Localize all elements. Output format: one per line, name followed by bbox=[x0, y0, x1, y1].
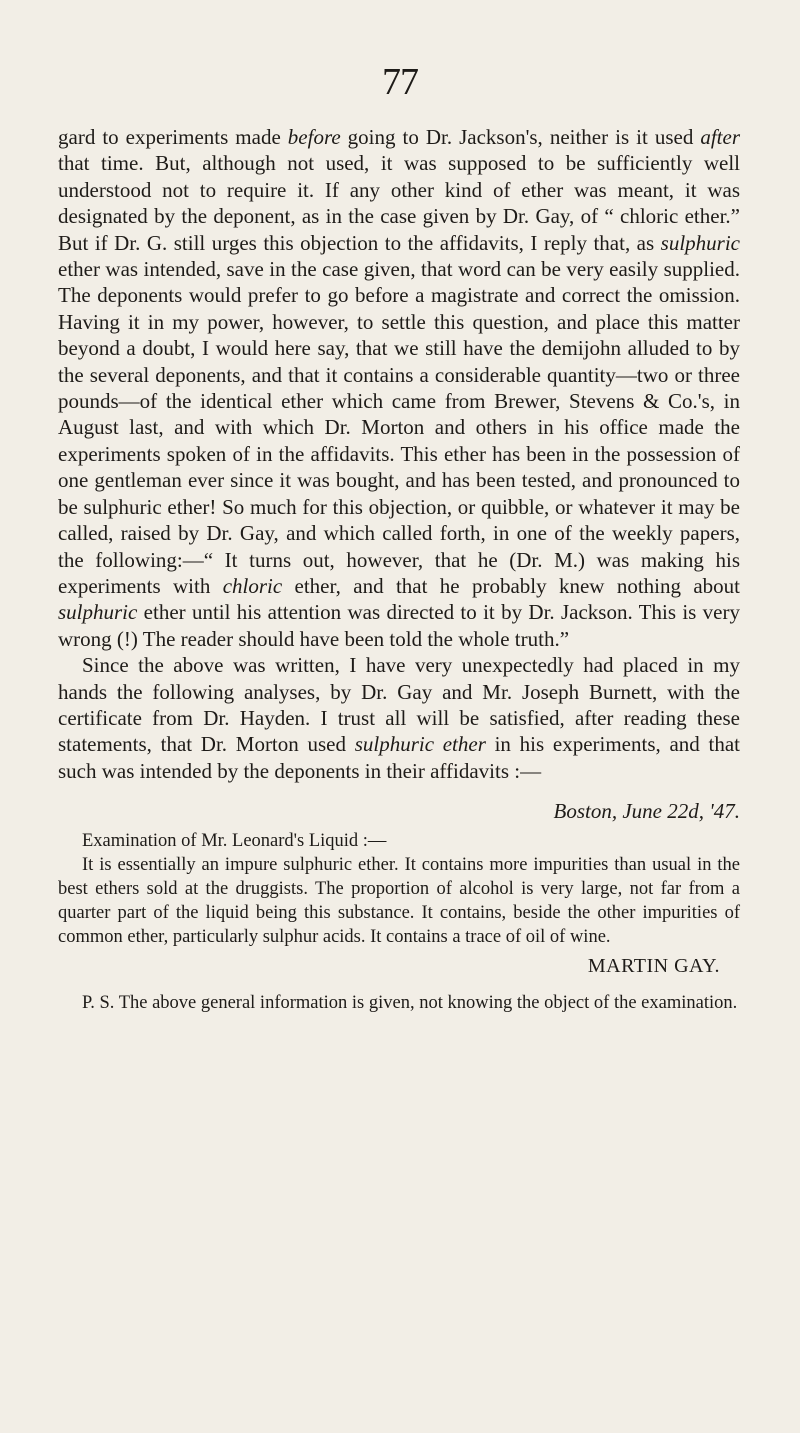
report-text: It is essentially an impure sulphuric ether. It contains more impurities than usual in the best ethers sold at the druggists. The proportion of alcohol is very large, not far from a quarter part of the liquid being this substance. It contains, beside the other impurities of common ether, particularly sulphur acids. It contains a trace of oil of wine. bbox=[58, 854, 740, 947]
paragraph-continuation: gard to experiments made before going to Dr. Jackson's, neither is it used after that time. But, although not used, it was supposed to be sufficiently well understood not to require it. If any other kind of ether was meant, it was designated by the deponent, as in the case given by Dr. Gay, of “ chloric ether.” But if Dr. G. still urges this objection to the affidavits, I reply that, as sulphuric ether was intended, save in the case given, that word can be very easily supplied. The deponents would prefer to go before a magistrate and correct the omission. Having it in my power, however, to settle this question, and place this matter beyond a doubt, I would here say, that we still have the demijohn alluded to by the several deponents, and that it contains a considerable quantity—two or three pounds—of the identical ether which came from Brewer, Stevens & Co.'s, in August last, and with which Dr. Morton and others in his office made the experiments spoken of in the affidavits. This ether has been in the possession of one gentleman ever since it was bought, and has been tested, and pronounced to be sulphuric ether! So much for this objection, or quibble, or whatever it may be called, raised by Dr. Gay, and which called forth, in one of the weekly papers, the following:—“ It turns out, however, that he (Dr. M.) was making his experiments with chloric ether, and that he probably knew nothing about sulphuric ether until his attention was directed to it by Dr. Jackson. This is very wrong (!) The reader should have been told the whole truth.” bbox=[58, 125, 741, 651]
report-title: Examination of Mr. Leonard's Liquid :— bbox=[82, 830, 387, 851]
postscript: P. S. The above general information is given, not knowing the object of the examination. bbox=[82, 992, 738, 1013]
page-number: 77 bbox=[382, 61, 418, 103]
place-date: Boston, June 22d, '47. bbox=[553, 799, 740, 824]
paragraph-analyses-intro: Since the above was written, I have very unexpectedly had placed in my hands the following analyses, by Dr. Gay and Mr. Joseph Burnett, with the certificate from Dr. Hayden. I trust all will be satisfied, after reading these statements, that Dr. Morton used sulphuric ether in his experiments, and that such was intended by the deponents in their affidavits :— bbox=[58, 653, 740, 783]
signature: MARTIN GAY. bbox=[587, 954, 720, 977]
body-text bbox=[58, 124, 740, 1015]
